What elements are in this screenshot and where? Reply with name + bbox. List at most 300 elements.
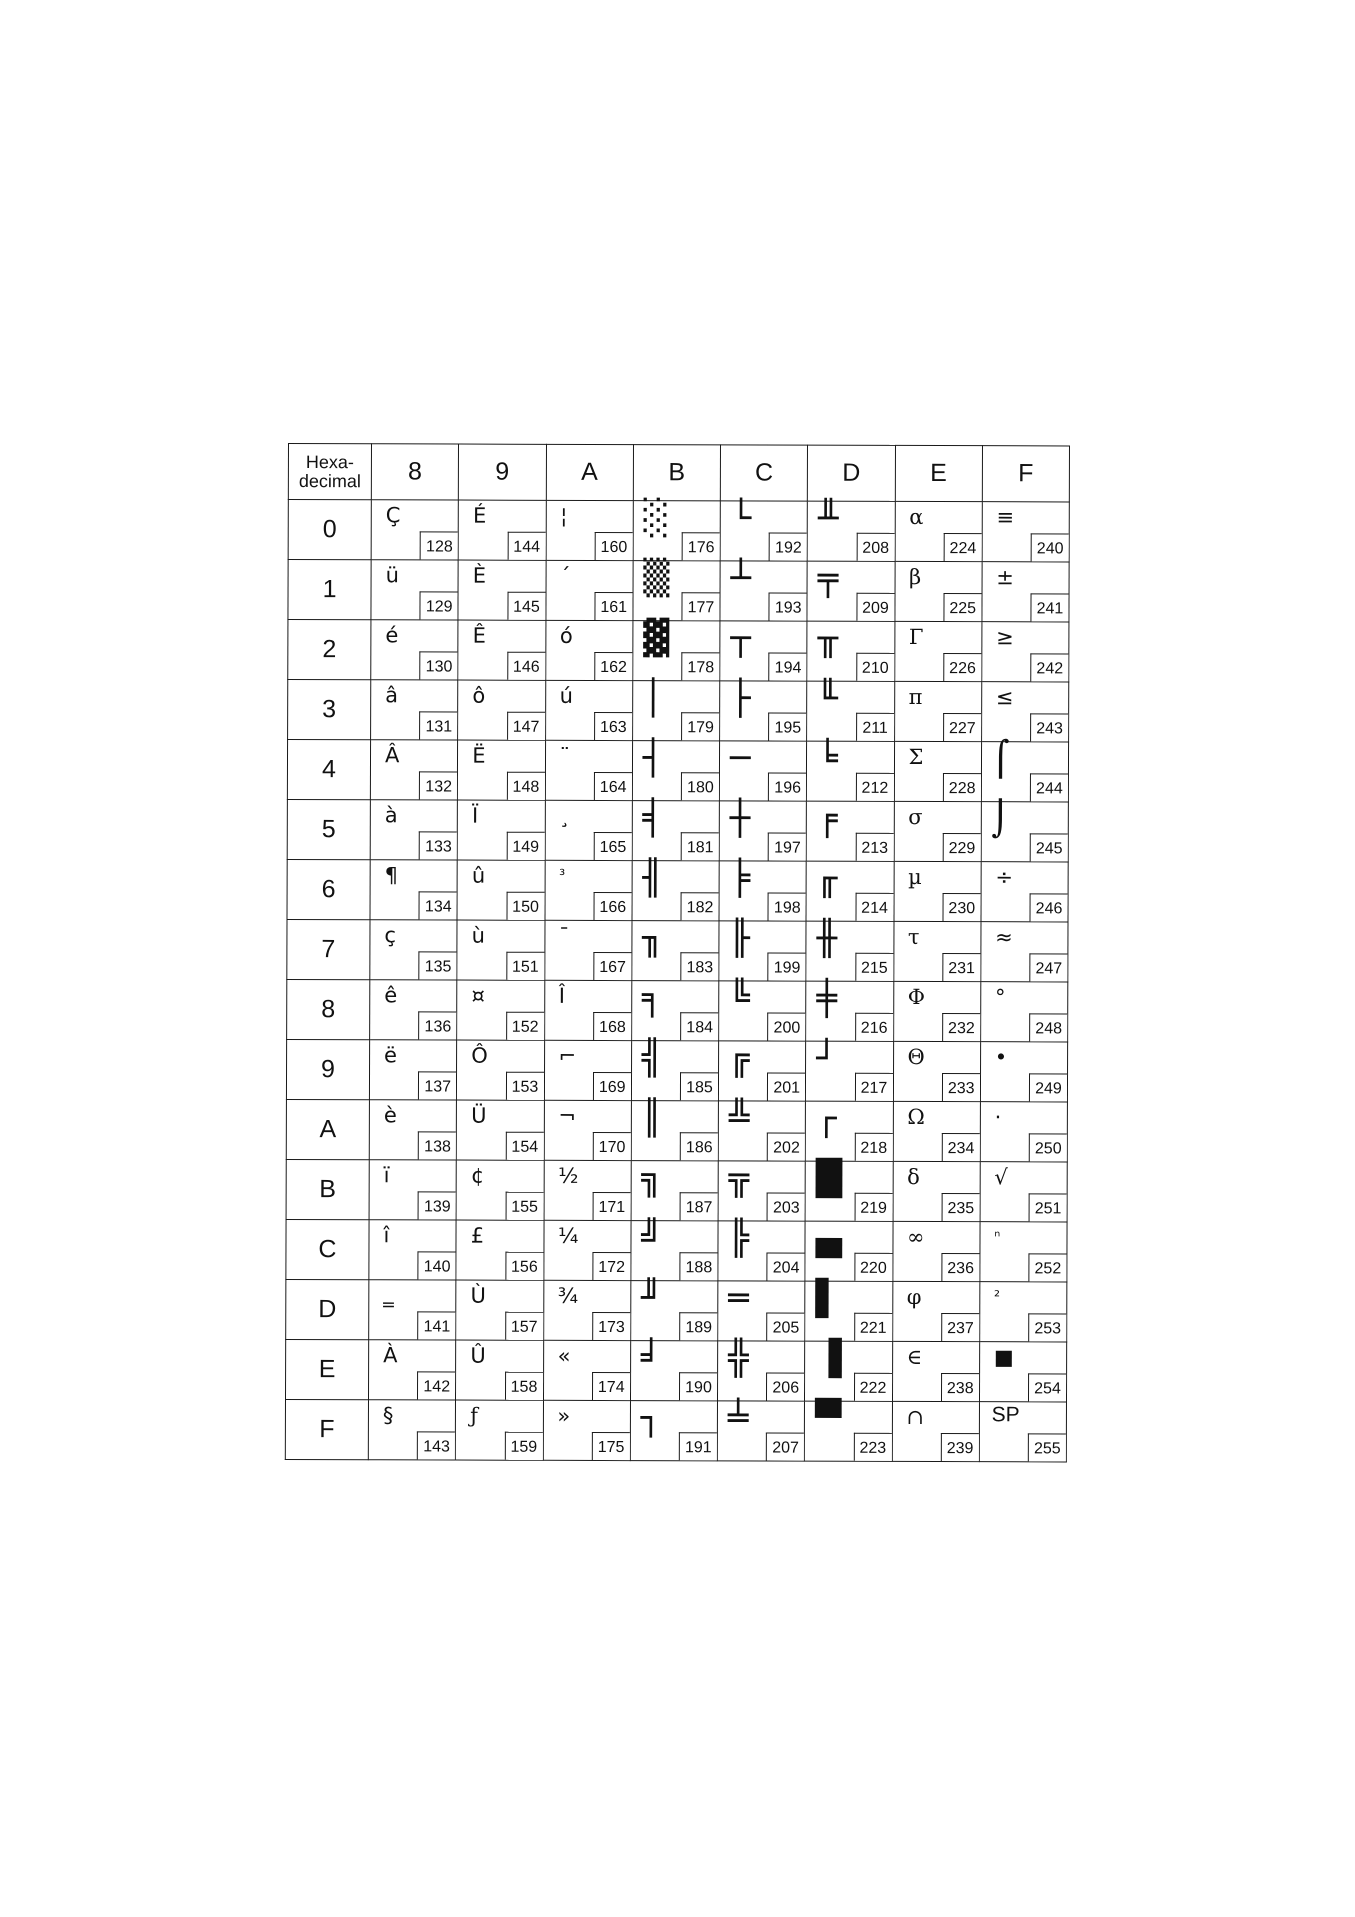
decimal-code-label: 135 [419,951,457,979]
decimal-code-label: 163 [594,712,632,740]
character-glyph: β [909,564,922,589]
character-glyph: ¸ [559,803,570,828]
character-cell [981,922,1068,982]
character-glyph: ƒ [470,1403,479,1428]
decimal-code-label: 191 [679,1432,717,1460]
character-cell [980,1222,1067,1282]
decimal-code-label: 153 [505,1072,543,1100]
character-cell [806,858,893,921]
decimal-code-label: 215 [855,953,893,981]
decimal-code-label: 145 [507,592,545,620]
decimal-code-label: 224 [943,533,981,561]
character-glyph: ╟ [729,918,750,959]
decimal-code-label: 208 [856,533,894,561]
column-header-b: B [633,445,720,501]
decimal-code-label: 231 [942,953,980,981]
character-glyph: » [557,1403,571,1428]
character-cell [807,738,894,801]
character-glyph: └ [730,498,752,539]
character-glyph: ╒ [817,798,838,839]
decimal-code-label: 200 [767,1013,805,1041]
decimal-code-label: 133 [419,831,457,859]
character-glyph: ╦ [728,1158,750,1199]
decimal-code-label: 203 [767,1193,805,1221]
character-cell [980,1102,1067,1162]
character-cell [370,860,457,920]
character-cell [369,1160,456,1220]
character-glyph: ┐ [640,1398,662,1439]
character-cell [630,1338,717,1401]
character-glyph: ¼ [557,1223,579,1248]
character-glyph: ▓ [643,618,670,659]
character-glyph: ▄ [815,1218,842,1259]
decimal-code-label: 186 [680,1132,718,1160]
character-cell [458,500,545,560]
decimal-code-label: 218 [854,1133,892,1161]
decimal-code-label: 222 [853,1373,891,1401]
character-glyph: ∞ [906,1224,925,1250]
character-glyph: ▒ [643,558,670,599]
decimal-code-label: 173 [592,1312,630,1340]
character-glyph: ├ [730,678,751,719]
row-header: F [285,1399,368,1459]
column-header-9: 9 [459,444,546,500]
decimal-code-label: 254 [1028,1373,1066,1401]
character-glyph: ▀ [815,1398,842,1439]
character-glyph: ² [994,1287,1001,1306]
character-glyph: ═ [728,1278,749,1319]
character-glyph: ╔ [729,1038,750,1079]
decimal-code-label: 241 [1030,593,1068,621]
column-header-a: A [546,444,633,500]
decimal-code-label: 176 [682,532,720,560]
decimal-code-label: 190 [679,1372,717,1400]
character-cell [893,1161,980,1221]
character-cell [717,1398,804,1461]
row-header: 8 [287,979,370,1039]
character-cell [631,978,718,1041]
decimal-code-label: 196 [768,773,806,801]
character-glyph: ¾ [557,1283,579,1308]
character-cell [544,1160,631,1220]
character-glyph: ± [996,565,1014,590]
character-cell [719,798,806,861]
character-cell [982,562,1069,622]
character-cell [894,741,981,801]
decimal-code-label: 131 [419,711,457,739]
decimal-code-label: 251 [1029,1193,1067,1221]
character-glyph: ó [559,623,573,648]
character-cell [368,1340,455,1400]
character-glyph: √ [994,1165,1008,1190]
character-cell [981,862,1068,922]
decimal-code-label: 204 [767,1253,805,1281]
character-cell [807,678,894,741]
character-cell [545,680,632,740]
character-glyph: τ [907,924,920,949]
decimal-code-label: 151 [506,952,544,980]
decimal-code-label: 175 [592,1432,630,1460]
decimal-code-label: 212 [855,773,893,801]
decimal-code-label: 198 [768,893,806,921]
character-glyph: « [557,1343,571,1368]
character-cell [631,1098,718,1161]
decimal-code-label: 148 [506,772,544,800]
decimal-code-label: 166 [593,892,631,920]
decimal-code-label: 192 [769,533,807,561]
character-cell [456,1160,543,1220]
character-glyph: ¢ [470,1163,485,1188]
decimal-code-label: 253 [1028,1313,1066,1341]
character-cell [719,858,806,921]
character-glyph: φ [906,1284,922,1309]
character-cell [805,1098,892,1161]
column-header-c: C [720,445,807,501]
decimal-code-label: 170 [592,1132,630,1160]
character-cell [892,1401,979,1461]
character-cell [893,981,980,1041]
character-glyph: Ë [472,743,486,768]
character-cell [894,621,981,681]
table-body [285,500,1069,1462]
decimal-code-label: 234 [941,1133,979,1161]
header-row [288,444,1069,502]
character-cell [368,1400,455,1460]
character-glyph: ╘ [817,738,838,779]
character-glyph: î [383,1223,390,1248]
table-row [287,799,1068,861]
decimal-code-label: 146 [507,652,545,680]
character-glyph: ∈ [906,1344,923,1369]
character-cell [545,740,632,800]
character-cell [371,680,458,740]
character-cell [457,980,544,1040]
character-cell [807,498,894,561]
decimal-code-label: 136 [418,1011,456,1039]
decimal-code-label: 201 [767,1073,805,1101]
character-glyph: ë [384,1043,398,1068]
decimal-code-label: 219 [854,1193,892,1221]
character-cell [980,1042,1067,1102]
decimal-code-label: 227 [943,713,981,741]
table-row [287,740,1068,802]
decimal-code-label: 150 [506,892,544,920]
character-glyph: Â [384,743,400,768]
character-glyph: │ [642,678,664,719]
row-header: 5 [287,799,370,859]
decimal-code-label: 162 [594,652,632,680]
decimal-code-label: 182 [681,892,719,920]
decimal-code-label: 246 [1030,893,1068,921]
row-header: 4 [287,740,370,800]
character-cell [893,1041,980,1101]
character-cell [369,1220,456,1280]
decimal-code-label: 168 [593,1012,631,1040]
decimal-code-label: 149 [506,832,544,860]
decimal-code-label: 195 [768,713,806,741]
character-glyph: ╞ [729,858,751,899]
character-cell [720,618,807,681]
decimal-code-label: 228 [943,773,981,801]
decimal-code-label: 216 [855,1013,893,1041]
character-cell [805,1338,892,1401]
row-header: B [286,1159,369,1219]
character-glyph: ù [471,923,486,948]
character-glyph: Θ [907,1044,925,1070]
character-cell [981,682,1068,742]
decimal-code-label: 194 [769,653,807,681]
character-cell [456,1340,543,1400]
character-cell [805,1398,892,1461]
row-header: D [286,1279,369,1339]
decimal-code-label: 152 [506,1012,544,1040]
character-cell [633,498,720,561]
character-cell [980,982,1067,1042]
table-row [287,979,1068,1041]
character-glyph: ê [384,983,398,1008]
character-cell [632,858,719,921]
character-cell [981,799,1068,862]
decimal-code-label: 160 [594,532,632,560]
decimal-code-label: 147 [507,712,545,740]
decimal-code-label: 164 [594,772,632,800]
table-row [285,1339,1066,1401]
decimal-code-label: 210 [856,653,894,681]
character-glyph: ⌐ [558,1043,577,1068]
table-row [288,560,1069,622]
character-glyph: ⌡ [991,799,1010,840]
character-glyph: Γ [908,624,924,649]
character-glyph: ³ [559,865,566,884]
character-glyph: δ [907,1164,920,1189]
character-cell [458,680,545,740]
character-glyph: ╛ [640,1338,662,1379]
decimal-code-label: 226 [943,653,981,681]
row-header: E [285,1339,368,1399]
decimal-code-label: 236 [941,1253,979,1281]
character-glyph: ¦ [560,503,568,528]
decimal-code-label: 159 [504,1432,542,1460]
decimal-code-label: 185 [680,1072,718,1100]
decimal-code-label: 209 [856,593,894,621]
character-cell [806,1038,893,1101]
character-glyph: ╣ [641,1038,663,1079]
character-cell [543,1280,630,1340]
character-cell [544,1100,631,1160]
character-cell [630,1398,717,1461]
decimal-code-label: 206 [766,1373,804,1401]
character-cell [895,501,982,561]
character-cell [806,918,893,981]
character-cell [543,1220,630,1280]
character-cell [633,558,720,621]
decimal-code-label: 141 [417,1311,455,1339]
character-glyph: ≈ [995,925,1013,950]
character-glyph: ▐ [815,1338,842,1379]
decimal-code-label: 177 [681,592,719,620]
character-glyph: é [385,623,399,648]
decimal-code-label: 255 [1028,1433,1066,1461]
character-glyph: Ê [472,623,486,648]
decimal-code-label: 143 [417,1431,455,1459]
decimal-code-label: 171 [592,1192,630,1220]
character-cell [805,1278,892,1341]
character-cell [369,1280,456,1340]
table-header [288,444,1069,502]
decimal-code-label: 169 [593,1072,631,1100]
decimal-code-label: 139 [418,1191,456,1219]
character-glyph: Φ [907,984,926,1010]
table-row [287,859,1068,921]
table-row [288,500,1069,562]
character-glyph: ⁿ [994,1227,1001,1246]
character-glyph: è [383,1103,397,1128]
decimal-code-label: 165 [593,832,631,860]
decimal-code-label: 154 [505,1132,543,1160]
decimal-code-label: 134 [419,891,457,919]
character-cell [543,1400,630,1460]
decimal-code-label: 138 [418,1131,456,1159]
row-header: 7 [287,919,370,979]
character-cell [979,1402,1066,1462]
row-header: 6 [287,859,370,919]
character-glyph: ╙ [817,678,838,719]
character-glyph: ╝ [641,1218,662,1259]
character-cell [980,1162,1067,1222]
decimal-code-label: 244 [1030,773,1068,801]
character-glyph: À [383,1343,398,1368]
character-cell [806,798,893,861]
column-header-f: F [982,446,1069,502]
character-glyph: ╥ [817,618,839,659]
character-glyph: ┼ [729,798,751,839]
character-glyph: ╩ [728,1098,750,1139]
character-cell [370,980,457,1040]
decimal-code-label: 239 [941,1433,979,1461]
decimal-code-label: 250 [1029,1133,1067,1161]
character-cell [720,678,807,741]
character-cell [719,918,806,981]
character-cell [631,1218,718,1281]
character-cell [457,1040,544,1100]
character-glyph: ∩ [906,1404,925,1430]
decimal-code-label: 140 [418,1251,456,1279]
decimal-code-label: 174 [592,1372,630,1400]
character-cell [893,1101,980,1161]
table-row [288,620,1069,682]
decimal-code-label: 252 [1028,1253,1066,1281]
decimal-code-label: 180 [681,772,719,800]
character-cell [544,980,631,1040]
character-glyph: ï [383,1163,390,1188]
character-cell [892,1221,979,1281]
decimal-code-label: 129 [420,591,458,619]
character-glyph: Ç [385,503,401,528]
character-cell [979,1282,1066,1342]
hexadecimal-corner-label [288,444,371,500]
character-glyph: SP [991,1403,1020,1427]
code-page-table [285,443,1070,1462]
character-cell [892,1341,979,1401]
character-glyph: ¤ [471,983,485,1008]
character-cell [806,978,893,1041]
decimal-code-label: 197 [768,833,806,861]
decimal-code-label: 229 [942,833,980,861]
character-glyph: ° [994,985,1006,1010]
decimal-code-label: 155 [505,1192,543,1220]
decimal-code-label: 128 [420,531,458,559]
character-cell [457,800,544,860]
table-row [288,680,1069,742]
character-cell [457,860,544,920]
column-header-e: E [895,445,982,501]
character-cell [892,1281,979,1341]
character-glyph: ╧ [727,1398,749,1439]
character-glyph: Ω [907,1104,925,1130]
decimal-code-label: 188 [679,1252,717,1280]
table-row [286,1159,1067,1221]
character-cell [369,1040,456,1100]
character-cell [457,920,544,980]
character-glyph: ╗ [641,1158,662,1199]
character-glyph: Ô [471,1043,488,1068]
character-cell [543,1340,630,1400]
character-glyph: α [909,504,924,529]
character-cell [371,620,458,680]
character-glyph: ¬ [558,1103,577,1128]
decimal-code-label: 205 [766,1313,804,1341]
character-glyph: Σ [908,744,924,769]
decimal-code-label: 172 [592,1252,630,1280]
character-cell [982,502,1069,562]
decimal-code-label: 242 [1030,653,1068,681]
character-glyph: ┤ [642,738,664,779]
decimal-code-label: 137 [418,1071,456,1099]
decimal-code-label: 245 [1030,833,1068,861]
character-glyph: Û [470,1343,486,1368]
character-cell [458,740,545,800]
decimal-code-label: 247 [1029,953,1067,981]
character-glyph: £ [470,1223,485,1248]
decimal-code-label: 193 [769,593,807,621]
decimal-code-label: 142 [417,1371,455,1399]
decimal-code-label: 221 [854,1313,892,1341]
character-glyph: â [385,683,399,708]
decimal-code-label: 248 [1029,1013,1067,1041]
character-glyph: ç [384,923,397,948]
decimal-code-label: 223 [853,1433,891,1461]
character-cell [458,560,545,620]
character-glyph: ½ [558,1163,579,1188]
character-cell [371,560,458,620]
character-glyph: σ [908,804,923,829]
character-glyph: █ [815,1158,843,1199]
character-cell [894,561,981,621]
character-glyph: Ï [472,803,479,828]
character-cell [805,1158,892,1221]
decimal-code-label: 237 [941,1313,979,1341]
decimal-code-label: 240 [1031,533,1069,561]
decimal-code-label: 199 [768,953,806,981]
character-glyph: ░ [643,498,670,539]
decimal-code-label: 183 [680,952,718,980]
character-cell [807,558,894,621]
table-row [286,1219,1067,1281]
character-glyph: ╨ [817,498,839,539]
character-cell [369,1100,456,1160]
decimal-code-label: 214 [855,893,893,921]
character-cell [718,1278,805,1341]
